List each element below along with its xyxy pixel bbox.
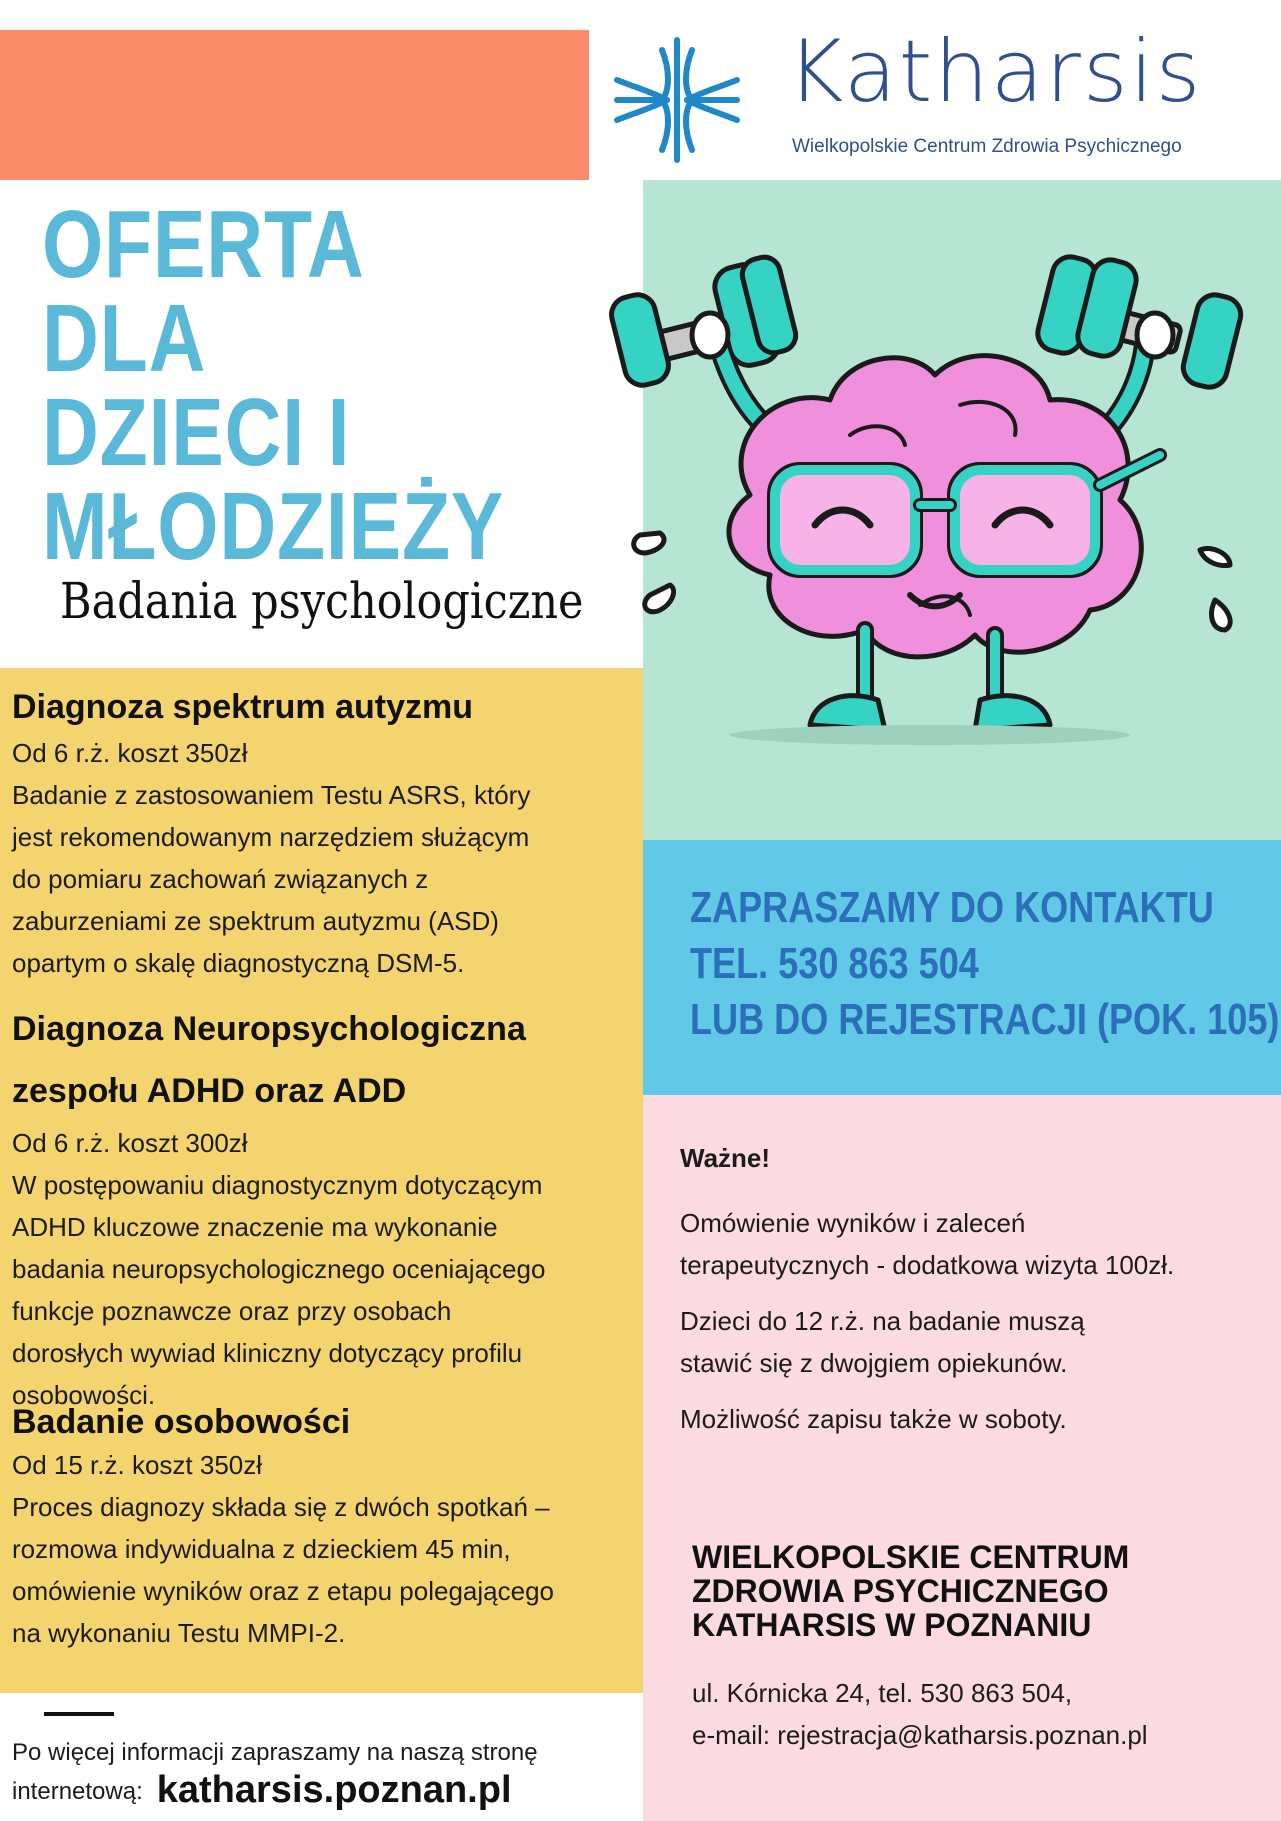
brain-lifting-dumbbells-icon — [600, 235, 1280, 755]
important-paragraph: Omówienie wyników i zaleceń terapeutycznych - dodatkowa wizyta 100zł. — [680, 1208, 1175, 1280]
offer-price: Od 15 r.ż. koszt 350zł — [12, 1450, 263, 1480]
footer-website-line — [12, 1770, 642, 1812]
offer-price: Od 6 r.ż. koszt 350zł — [12, 738, 248, 768]
footer-text: Po więcej informacji zapraszamy na naszą stronę — [12, 1739, 538, 1766]
page-subtitle: Badania psychologiczne — [60, 572, 584, 630]
website-link[interactable]: katharsis.poznan.pl — [156, 1769, 512, 1811]
trident-mark-icon — [612, 30, 742, 170]
footer — [12, 1736, 642, 1812]
footer-divider — [44, 1712, 114, 1716]
offer-title: Diagnoza Neuropsychologiczna zespołu ADHD oraz ADD — [12, 1010, 526, 1110]
orange-header-band — [0, 30, 589, 180]
offer-title: Badanie osobowości — [12, 1403, 351, 1441]
logo-wordmark: Katharsis — [787, 22, 1203, 122]
title-line: OFERTA DLA — [42, 191, 362, 392]
title-line: DZIECI I — [42, 379, 351, 486]
offer-description: Badanie z zastosowaniem Testu ASRS, który jest rekomendowanym narzędziem służącym do pomiaru zachowań związanych z zaburzeniami ze spektrum autyzmu (ASD) opartym o skalę diagnostyczną DSM-5. — [12, 780, 531, 978]
offer-description: Proces diagnozy składa się z dwóch spotkań – rozmowa indywidualna z dzieckiem 45 min, omówienie wyników oraz z etapu polegającego na wykonaniu Testu MMPI-2. — [12, 1492, 554, 1648]
offer-personality — [12, 1400, 642, 1654]
center-info — [692, 1540, 1272, 1756]
offer-description: W postępowaniu diagnostycznym dotyczącym ADHD kluczowe znaczenie ma wykonanie badania neuropsychologicznego oceniającego funkcje poznawcze oraz przy osobach dorosłych wywiad kliniczny dotyczący profilu osobowości. — [12, 1170, 546, 1410]
contact-line: LUB DO REJESTRACJI (POK. 105) — [690, 995, 1280, 1044]
contact-block — [690, 880, 1279, 1048]
katharsis-logo — [612, 22, 1272, 172]
contact-line: ZAPRASZAMY DO KONTAKTU — [690, 883, 1214, 932]
contact-phone[interactable]: TEL. 530 863 504 — [690, 939, 979, 988]
page-title — [42, 191, 505, 580]
offer-title: Diagnoza spektrum autyzmu — [12, 688, 473, 726]
offer-price: Od 6 r.ż. koszt 300zł — [12, 1128, 248, 1158]
footer-prefix: internetową: — [12, 1778, 143, 1805]
center-name: WIELKOPOLSKIE CENTRUM ZDROWIA PSYCHICZNEGO KATHARSIS W POZNANIU — [692, 1539, 1130, 1643]
important-info — [680, 1138, 1270, 1454]
important-paragraph: Dzieci do 12 r.ż. na badanie muszą stawić się z dwojgiem opiekunów. — [680, 1306, 1085, 1378]
offer-adhd — [12, 998, 642, 1416]
important-title: Ważne! — [680, 1143, 771, 1173]
offer-autism — [12, 682, 642, 984]
title-line: MŁODZIEŻY — [42, 473, 505, 580]
important-paragraph: Możliwość zapisu także w soboty. — [680, 1404, 1067, 1434]
center-address: ul. Kórnicka 24, tel. 530 863 504, e-mail: rejestracja@katharsis.poznan.pl — [692, 1678, 1148, 1750]
logo-subtitle: Wielkopolskie Centrum Zdrowia Psychicznego — [792, 136, 1182, 157]
